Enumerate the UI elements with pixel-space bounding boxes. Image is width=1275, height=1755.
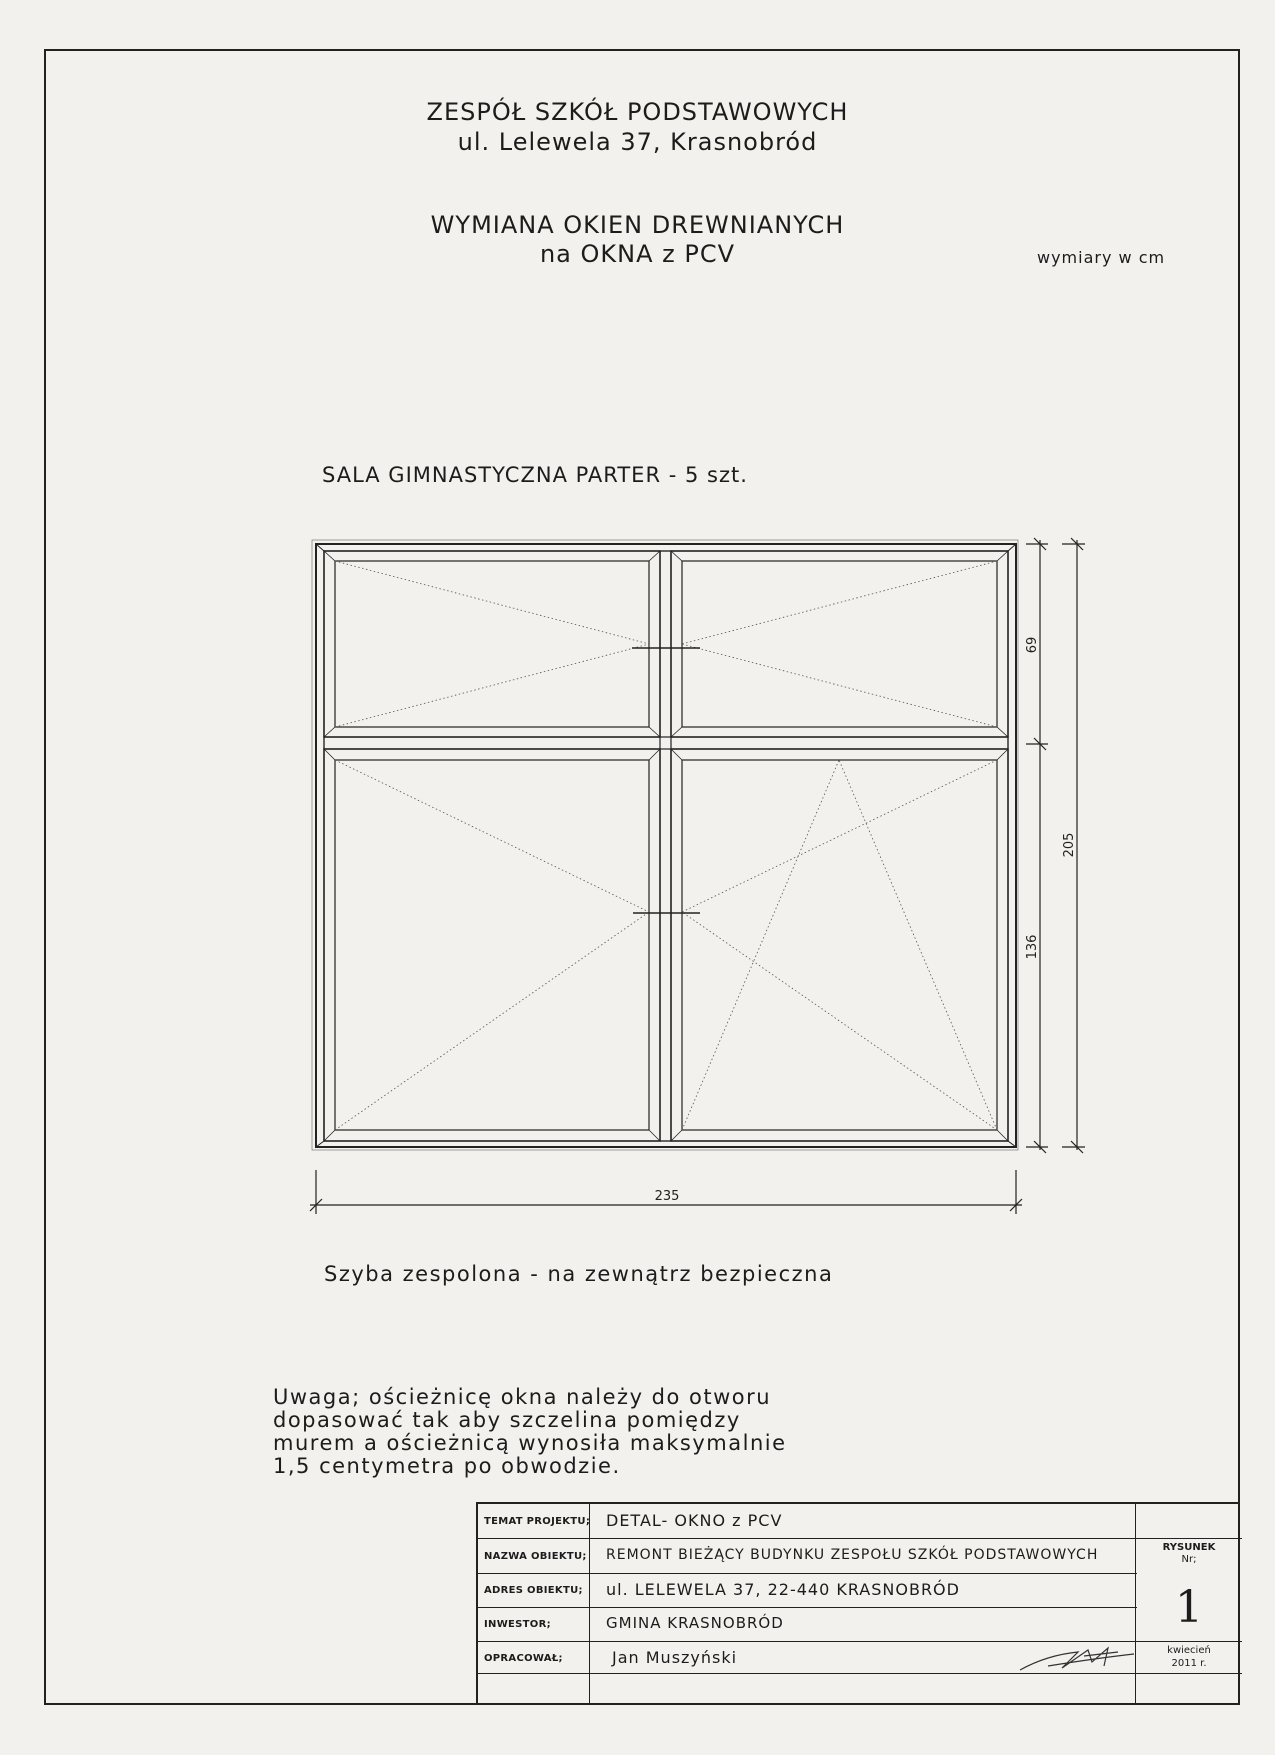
note-line-1: Uwaga; ościeżnicę okna należy do otworu bbox=[273, 1385, 772, 1409]
transom bbox=[324, 737, 1008, 749]
tb-label-topic: TEMAT PROJEKTU; bbox=[484, 1516, 591, 1527]
signature bbox=[1018, 1644, 1138, 1674]
tb-value-object-name: REMONT BIEŻĄCY BUDYNKU ZESPOŁU SZKÓŁ PODSTAWOWYCH bbox=[606, 1547, 1099, 1563]
outer-frame bbox=[316, 544, 1016, 1147]
mullion bbox=[660, 551, 671, 1141]
tb-row-address bbox=[478, 1573, 1137, 1607]
note-line-3: murem a ościeżnicą wynosiła maksymalnie bbox=[273, 1431, 787, 1455]
tb-row-topic bbox=[478, 1504, 1137, 1538]
school-name: ZESPÓŁ SZKÓŁ PODSTAWOWYCH bbox=[426, 98, 849, 126]
tb-value-investor: GMINA KRASNOBRÓD bbox=[606, 1614, 784, 1632]
dim-label-total-height: 205 bbox=[1062, 832, 1077, 858]
opening-outline bbox=[312, 540, 1018, 1150]
dim-label-width: 235 bbox=[654, 1189, 680, 1204]
units-note: wymiary w cm bbox=[1037, 248, 1166, 267]
tb-value-prepared-by: Jan Muszyński bbox=[612, 1648, 738, 1667]
tb-value-address: ul. LELEWELA 37, 22-440 KRASNOBRÓD bbox=[606, 1580, 960, 1599]
inner-frame bbox=[324, 551, 1008, 1141]
tb-row-object-name bbox=[478, 1539, 1137, 1573]
tb-row-investor bbox=[478, 1607, 1137, 1641]
tb-label-prepared-by: OPRACOWAŁ; bbox=[484, 1653, 563, 1664]
sash-bottom-left bbox=[324, 749, 660, 1141]
dim-label-bottom-height: 136 bbox=[1025, 934, 1040, 960]
school-address: ul. Lelewela 37, Krasnobród bbox=[457, 128, 818, 156]
tb-value-topic: DETAL- OKNO z PCV bbox=[606, 1511, 783, 1530]
section-title: SALA GIMNASTYCZNA PARTER - 5 szt. bbox=[322, 463, 748, 487]
sash-bottom-right bbox=[671, 749, 1008, 1141]
date-line1: kwiecień bbox=[1167, 1645, 1211, 1656]
sash-top-left bbox=[324, 551, 660, 737]
title-block bbox=[476, 1502, 1240, 1705]
tb-label-investor: INWESTOR; bbox=[484, 1619, 551, 1630]
date-line2: 2011 r. bbox=[1171, 1658, 1207, 1669]
drawing-label-line1: RYSUNEK bbox=[1162, 1542, 1216, 1553]
glass-note: Szyba zespolona - na zewnątrz bezpieczna bbox=[324, 1262, 834, 1286]
tb-label-object-name: NAZWA OBIEKTU; bbox=[484, 1551, 587, 1562]
note-line-2: dopasować tak aby szczelina pomiędzy bbox=[273, 1408, 741, 1432]
title-line-2: na OKNA z PCV bbox=[539, 240, 736, 268]
dim-label-top-height: 69 bbox=[1025, 636, 1040, 654]
drawing-label-line2: Nr; bbox=[1181, 1554, 1197, 1565]
tb-label-address: ADRES OBIEKTU; bbox=[484, 1585, 583, 1596]
note-line-4: 1,5 centymetra po obwodzie. bbox=[273, 1454, 621, 1478]
sash-top-right bbox=[671, 551, 1008, 737]
drawing-number: 1 bbox=[1175, 1582, 1203, 1633]
title-line-1: WYMIANA OKIEN DREWNIANYCH bbox=[430, 211, 845, 239]
